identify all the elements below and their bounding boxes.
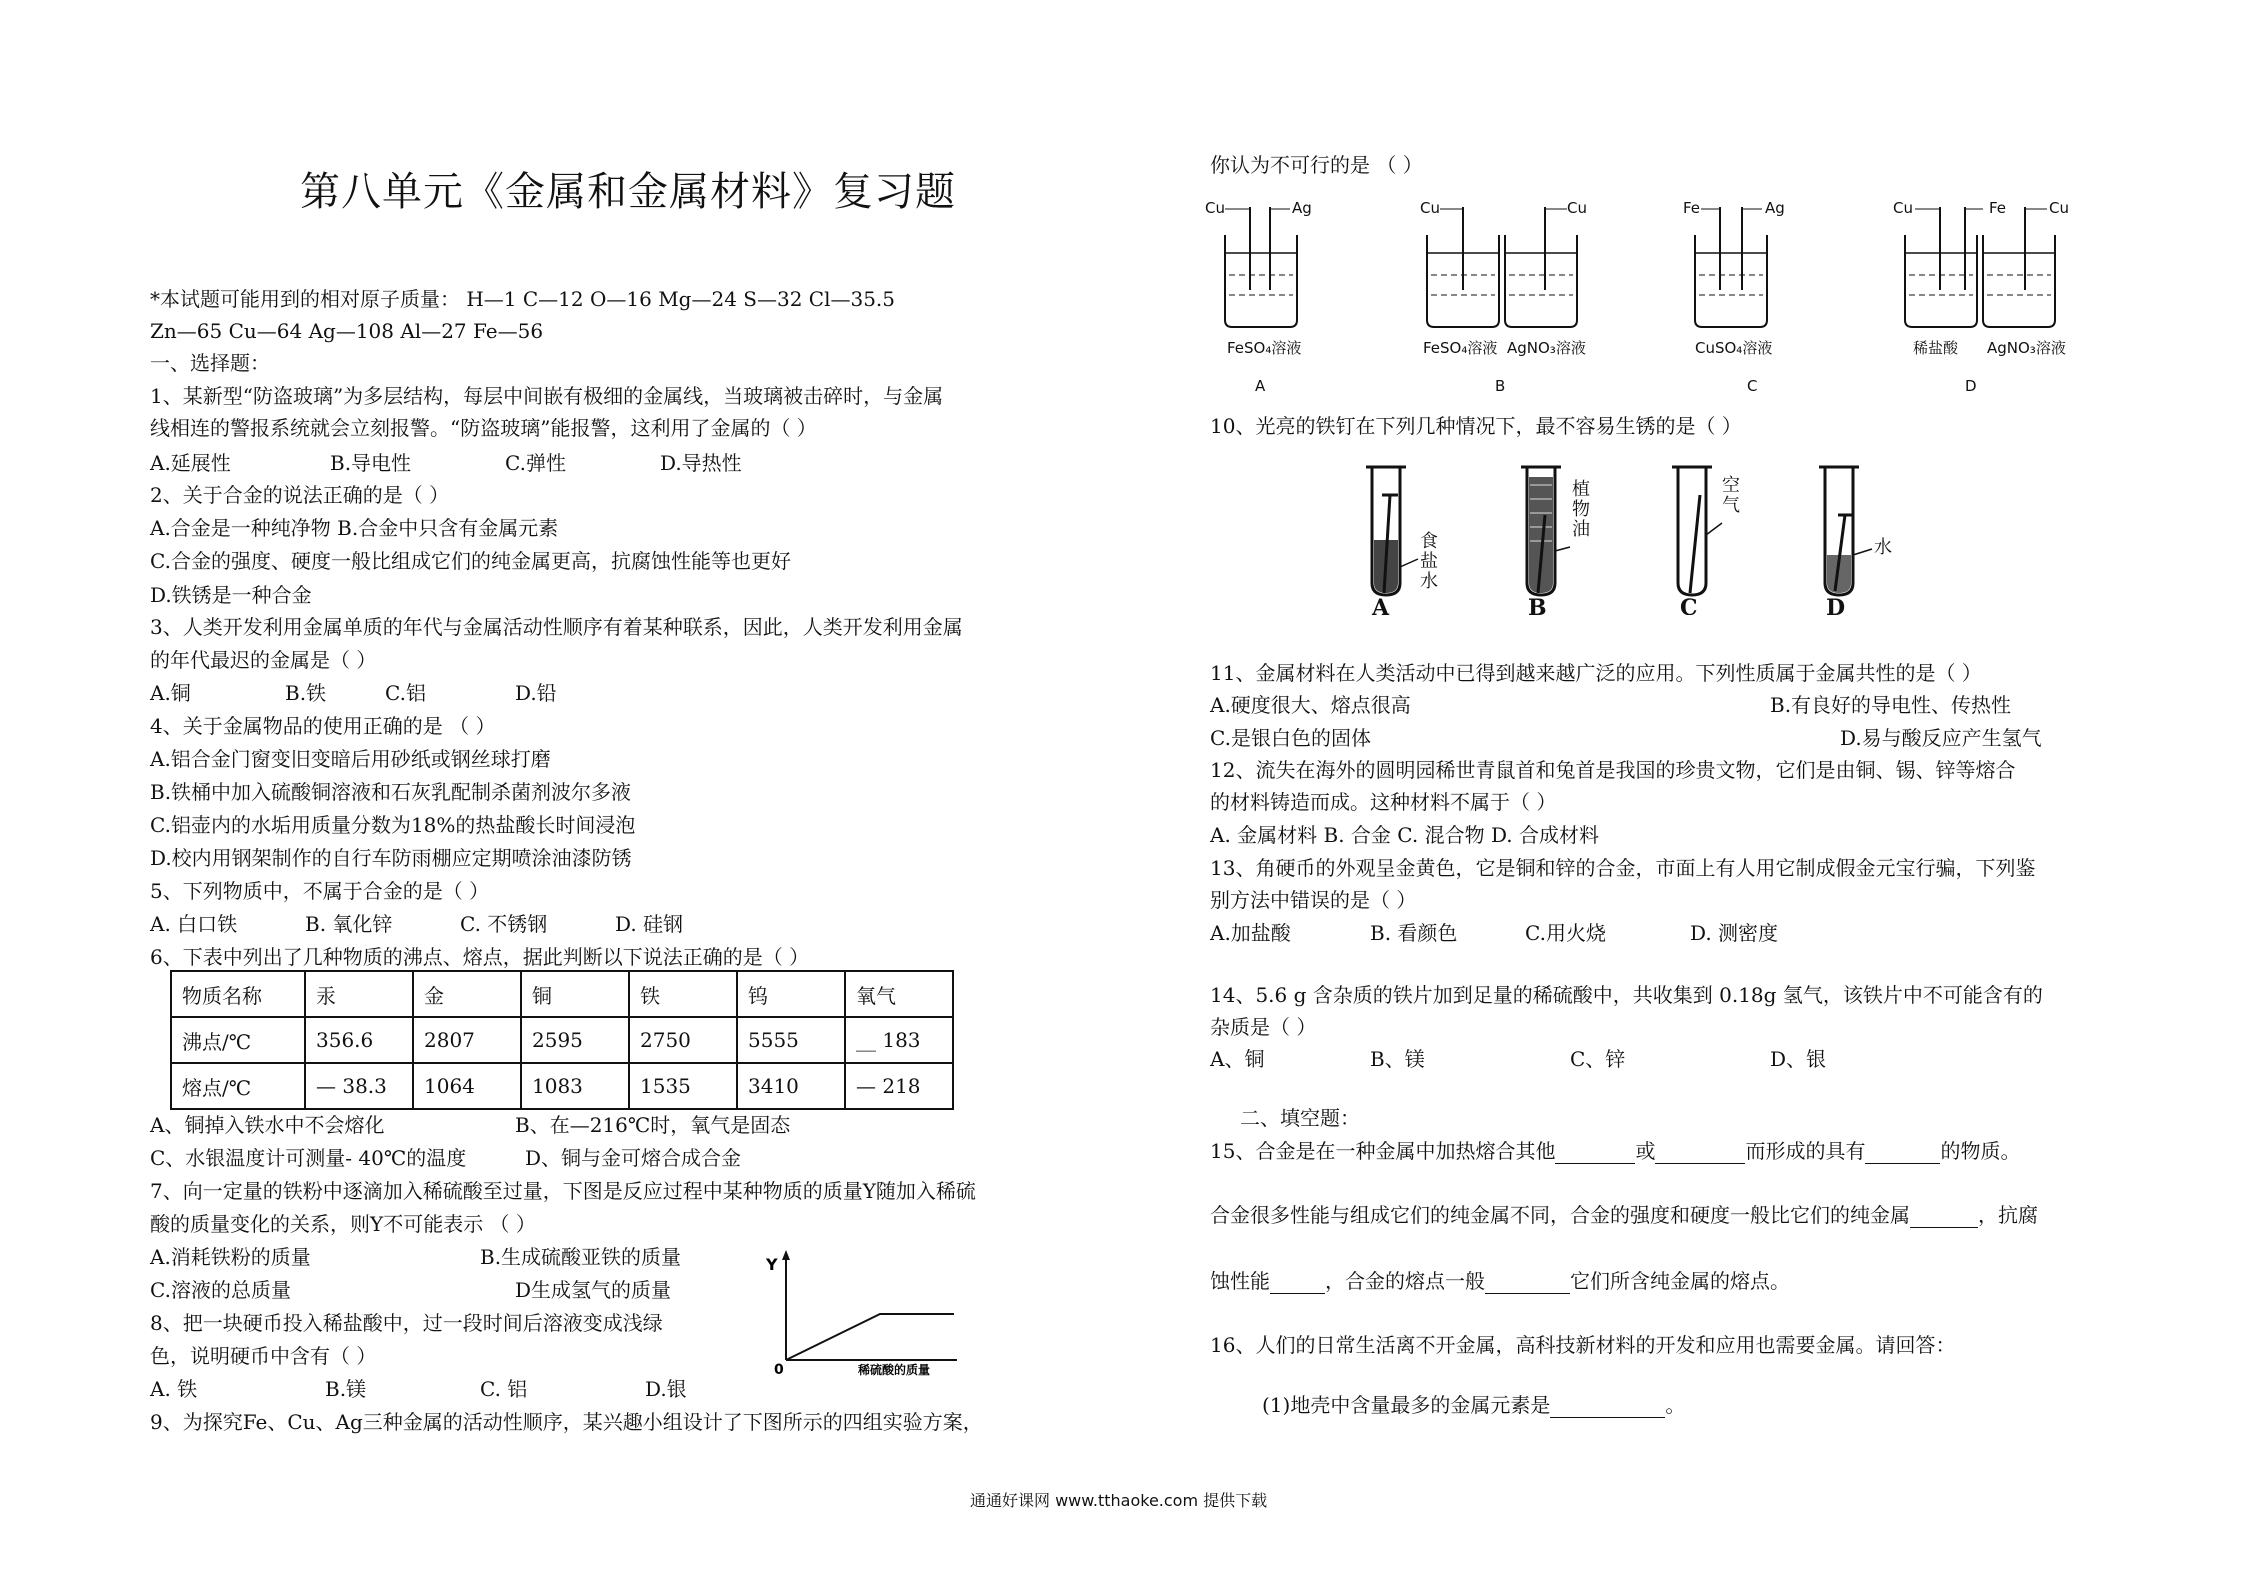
q15-line-3 bbox=[1210, 1268, 1790, 1294]
q15-text: ，抗腐 bbox=[1978, 1203, 2038, 1227]
q6-property-table bbox=[170, 970, 954, 1110]
answer-blank[interactable] bbox=[1485, 1273, 1570, 1294]
q8-option-c: C. 铝 bbox=[480, 1377, 528, 1401]
q14-line-2: 杂质是（ ） bbox=[1210, 1015, 1317, 1039]
graph-origin-label: 0 bbox=[774, 1362, 784, 1376]
q3-option-d: D.铅 bbox=[515, 681, 557, 705]
table-header-cell: 铁 bbox=[629, 971, 737, 1017]
table-cell: 1083 bbox=[521, 1063, 629, 1109]
table-header-cell: 物质名称 bbox=[171, 971, 305, 1017]
q9-experiment-figure bbox=[1205, 195, 2165, 405]
section-heading-choice: 一、选择题： bbox=[150, 351, 270, 375]
q9-line-2: 你认为不可行的是 （ ） bbox=[1210, 153, 1423, 177]
q7-line-1: 7、向一定量的铁粉中逐滴加入稀硫酸至过量，下图是反应过程中某种物质的质量Y随加入稀硫 bbox=[150, 1179, 976, 1203]
option-label: B bbox=[1495, 377, 1506, 395]
metal-label: Cu bbox=[2049, 199, 2069, 217]
q15-line-2 bbox=[1210, 1202, 2038, 1228]
q7-graph bbox=[762, 1248, 962, 1376]
q14-option-b: B、镁 bbox=[1370, 1047, 1425, 1071]
q6-stem: 6、下表中列出了几种物质的沸点、熔点，据此判断以下说法正确的是（ ） bbox=[150, 945, 810, 969]
option-label: D bbox=[1826, 595, 1846, 615]
table-header-cell: 钨 bbox=[737, 971, 845, 1017]
q13-line-2: 别方法中错误的是（ ） bbox=[1210, 888, 1417, 912]
metal-label: Fe bbox=[1683, 199, 1701, 217]
q16-sub-1 bbox=[1262, 1392, 1685, 1418]
q1-option-c: C.弹性 bbox=[505, 451, 566, 475]
q5-option-b: B. 氧化锌 bbox=[305, 912, 393, 936]
answer-blank[interactable] bbox=[1555, 1143, 1635, 1164]
q16-text: (1)地壳中含量最多的金属元素是 bbox=[1262, 1393, 1551, 1417]
q1-option-a: A.延展性 bbox=[150, 451, 231, 475]
q14-option-d: D、银 bbox=[1770, 1047, 1827, 1071]
q9-line-1: 9、为探究Fe、Cu、Ag三种金属的活动性顺序，某兴趣小组设计了下图所示的四组实验方案， bbox=[150, 1410, 983, 1434]
table-row bbox=[171, 971, 953, 1017]
q5-option-d: D. 硅钢 bbox=[615, 912, 684, 936]
metal-label: Cu bbox=[1205, 199, 1225, 217]
q16-text: 。 bbox=[1665, 1393, 1686, 1417]
option-label: C bbox=[1680, 595, 1698, 615]
option-label: D bbox=[1965, 377, 1977, 395]
footer-source: 通通好课网 www.tthaoke.com 提供下载 bbox=[970, 1491, 1268, 1510]
q3-option-c: C.铝 bbox=[385, 681, 426, 705]
q11-option-a: A.硬度很大、熔点很高 bbox=[1210, 693, 1411, 717]
q4-option-c: C.铝壶内的水垢用质量分数为18%的热盐酸长时间浸泡 bbox=[150, 813, 636, 837]
tube-d bbox=[1819, 467, 1892, 615]
table-row bbox=[171, 1017, 953, 1063]
metal-label: Cu bbox=[1567, 199, 1587, 217]
option-label: A bbox=[1255, 377, 1266, 395]
option-label: C bbox=[1747, 377, 1758, 395]
table-header-cell: 金 bbox=[413, 971, 521, 1017]
q10-stem: 10、光亮的铁钉在下列几种情况下，最不容易生锈的是（ ） bbox=[1210, 414, 1742, 438]
q3-option-b: B.铁 bbox=[285, 681, 327, 705]
q6-option-b: B、在—216℃时，氧气是固态 bbox=[515, 1113, 791, 1137]
tube-c bbox=[1672, 467, 1740, 615]
option-label: A bbox=[1372, 595, 1390, 615]
q11-option-b: B.有良好的导电性、传热性 bbox=[1770, 693, 2012, 717]
table-cell: — 218 bbox=[845, 1063, 953, 1109]
q5-stem: 5、下列物质中，不属于合金的是（ ） bbox=[150, 879, 490, 903]
answer-blank[interactable] bbox=[1910, 1207, 1978, 1228]
q15-text: 而形成的具有 bbox=[1745, 1139, 1866, 1163]
q13-option-c: C.用火烧 bbox=[1525, 921, 1606, 945]
q7-option-a: A.消耗铁粉的质量 bbox=[150, 1245, 311, 1269]
q12-line-1: 12、流失在海外的圆明园稀世青鼠首和兔首是我国的珍贵文物，它们是由铜、锡、锌等熔合 bbox=[1210, 758, 2016, 782]
metal-label: Cu bbox=[1893, 199, 1913, 217]
beaker-group-d bbox=[1893, 199, 2069, 395]
table-cell: 1535 bbox=[629, 1063, 737, 1109]
table-header-cell: 汞 bbox=[305, 971, 413, 1017]
q15-text: 的物质。 bbox=[1940, 1139, 2021, 1163]
q13-line-1: 13、角硬币的外观呈金黄色，它是铜和锌的合金，市面上有人用它制成假金元宝行骗，下列鉴 bbox=[1210, 856, 2036, 880]
table-cell: 熔点/℃ bbox=[171, 1063, 305, 1109]
atomic-mass-line-2: Zn—65 Cu—64 Ag—108 Al—27 Fe—56 bbox=[150, 319, 544, 343]
answer-blank[interactable] bbox=[1270, 1273, 1325, 1294]
q15-text: 它们所含纯金属的熔点。 bbox=[1570, 1269, 1790, 1293]
graph-y-label: Y bbox=[766, 1255, 778, 1274]
solution-label: FeSO₄溶液 bbox=[1227, 339, 1302, 357]
table-cell: 3410 bbox=[737, 1063, 845, 1109]
table-cell: — 38.3 bbox=[305, 1063, 413, 1109]
answer-blank[interactable] bbox=[1655, 1143, 1745, 1164]
q1-line-1: 1、某新型“防盗玻璃”为多层结构，每层中间嵌有极细的金属线，当玻璃被击碎时，与金属 bbox=[150, 384, 944, 408]
q2-option-c: C.合金的强度、硬度一般比组成它们的纯金属更高，抗腐蚀性能等也更好 bbox=[150, 549, 791, 573]
q4-option-a: A.铝合金门窗变旧变暗后用砂纸或钢丝球打磨 bbox=[150, 747, 551, 771]
q3-line-1: 3、人类开发利用金属单质的年代与金属活动性顺序有着某种联系，因此，人类开发利用金属 bbox=[150, 615, 963, 639]
q8-option-a: A. 铁 bbox=[150, 1377, 198, 1401]
q15-text: 合金很多性能与组成它们的纯金属不同，合金的强度和硬度一般比它们的纯金属 bbox=[1210, 1203, 1910, 1227]
atomic-mass-line-1: *本试题可能用到的相对原子质量： H—1 C—12 O—16 Mg—24 S—32 Cl—35.5 bbox=[150, 287, 896, 311]
q15-text: ，合金的熔点一般 bbox=[1325, 1269, 1485, 1293]
solution-label: AgNO₃溶液 bbox=[1507, 339, 1586, 357]
q4-option-d: D.校内用钢架制作的自行车防雨棚应定期喷涂油漆防锈 bbox=[150, 846, 632, 870]
tube-b bbox=[1521, 467, 1590, 615]
table-cell: 356.6 bbox=[305, 1017, 413, 1063]
section-heading-fill: 二、填空题： bbox=[1240, 1106, 1360, 1130]
table-row bbox=[171, 1063, 953, 1109]
beaker-group-b bbox=[1420, 199, 1587, 395]
q7-option-d: D生成氢气的质量 bbox=[515, 1278, 672, 1302]
q1-line-2: 线相连的警报系统就会立刻报警。“防盗玻璃”能报警，这利用了金属的（ ） bbox=[150, 416, 817, 440]
q5-option-a: A. 白口铁 bbox=[150, 912, 238, 936]
q7-option-c: C.溶液的总质量 bbox=[150, 1278, 291, 1302]
answer-blank[interactable] bbox=[1865, 1143, 1940, 1164]
tube-label: 植物油 bbox=[1572, 479, 1590, 540]
q1-option-d: D.导热性 bbox=[660, 451, 742, 475]
tube-a bbox=[1366, 467, 1438, 615]
q11-option-c: C.是银白色的固体 bbox=[1210, 726, 1371, 750]
metal-label: Cu bbox=[1420, 199, 1440, 217]
tube-label: 食盐水 bbox=[1420, 531, 1438, 592]
q7-option-b: B.生成硫酸亚铁的质量 bbox=[480, 1245, 682, 1269]
table-cell: 沸点/℃ bbox=[171, 1017, 305, 1063]
q12-options: A. 金属材料 B. 合金 C. 混合物 D. 合成材料 bbox=[1210, 823, 1599, 847]
table-cell: 2595 bbox=[521, 1017, 629, 1063]
q8-line-1: 8、把一块硬币投入稀盐酸中，过一段时间后溶液变成浅绿 bbox=[150, 1311, 663, 1335]
q3-line-2: 的年代最迟的金属是（ ） bbox=[150, 648, 377, 672]
table-header-cell: 铜 bbox=[521, 971, 629, 1017]
q2-options-ab: A.合金是一种纯净物 B.合金中只含有金属元素 bbox=[150, 516, 559, 540]
q16-stem: 16、人们的日常生活离不开金属，高科技新材料的开发和应用也需要金属。请回答： bbox=[1210, 1333, 1956, 1357]
q13-option-d: D. 测密度 bbox=[1690, 921, 1779, 945]
metal-label: Fe bbox=[1989, 199, 2007, 217]
q7-line-2: 酸的质量变化的关系，则Y不可能表示 （ ） bbox=[150, 1212, 536, 1236]
tube-label: 水 bbox=[1874, 537, 1892, 558]
table-cell: 2750 bbox=[629, 1017, 737, 1063]
q3-option-a: A.铜 bbox=[150, 681, 191, 705]
q14-option-c: C、锌 bbox=[1570, 1047, 1626, 1071]
option-label: B bbox=[1528, 595, 1547, 615]
beaker-group-a bbox=[1205, 199, 1312, 395]
q15-text: 蚀性能 bbox=[1210, 1269, 1270, 1293]
q10-test-tubes-figure bbox=[1360, 455, 1920, 615]
metal-label: Ag bbox=[1292, 199, 1312, 217]
q15-text: 或 bbox=[1635, 1139, 1656, 1163]
beaker-group-c bbox=[1683, 199, 1785, 395]
table-header-cell: 氧气 bbox=[845, 971, 953, 1017]
q2-option-d: D.铁锈是一种合金 bbox=[150, 583, 312, 607]
table-cell: 5555 bbox=[737, 1017, 845, 1063]
metal-label: Ag bbox=[1765, 199, 1785, 217]
q14-line-1: 14、5.6 g 含杂质的铁片加到足量的稀硫酸中，共收集到 0.18g 氢气，该铁片中不可能含有的 bbox=[1210, 983, 2043, 1007]
q4-option-b: B.铁桶中加入硫酸铜溶液和石灰乳配制杀菌剂波尔多液 bbox=[150, 780, 632, 804]
q6-option-c: C、水银温度计可测量- 40℃的温度 bbox=[150, 1146, 467, 1170]
q8-line-2: 色，说明硬币中含有（ ） bbox=[150, 1344, 377, 1368]
solution-label: CuSO₄溶液 bbox=[1695, 339, 1773, 357]
table-cell: 2807 bbox=[413, 1017, 521, 1063]
q6-option-d: D、铜与金可熔合成合金 bbox=[525, 1146, 742, 1170]
q4-stem: 4、关于金属物品的使用正确的是 （ ） bbox=[150, 714, 496, 738]
table-cell: __ 183 bbox=[845, 1017, 953, 1063]
graph-x-label: 稀硫酸的质量 bbox=[858, 1363, 931, 1376]
exam-title: 第八单元《金属和金属材料》复习题 bbox=[300, 169, 956, 215]
tube-label: 空气 bbox=[1722, 475, 1740, 516]
answer-blank[interactable] bbox=[1550, 1397, 1665, 1418]
solution-label: 稀盐酸 bbox=[1913, 339, 1959, 357]
q15-text: 15、合金是在一种金属中加热熔合其他 bbox=[1210, 1139, 1556, 1163]
q13-option-a: A.加盐酸 bbox=[1210, 921, 1291, 945]
q2-stem: 2、关于合金的说法正确的是（ ） bbox=[150, 483, 450, 507]
q13-option-b: B. 看颜色 bbox=[1370, 921, 1458, 945]
q15-line-1 bbox=[1210, 1138, 2020, 1164]
q8-option-b: B.镁 bbox=[325, 1377, 367, 1401]
q5-option-c: C. 不锈钢 bbox=[460, 912, 548, 936]
table-cell: 1064 bbox=[413, 1063, 521, 1109]
q11-option-d: D.易与酸反应产生氢气 bbox=[1840, 726, 2042, 750]
q12-line-2: 的材料铸造而成。这种材料不属于（ ） bbox=[1210, 790, 1557, 814]
q14-option-a: A、铜 bbox=[1210, 1047, 1265, 1071]
solution-label: AgNO₃溶液 bbox=[1987, 339, 2066, 357]
q11-stem: 11、金属材料在人类活动中已得到越来越广泛的应用。下列性质属于金属共性的是（ ） bbox=[1210, 661, 1982, 685]
q8-option-d: D.银 bbox=[645, 1377, 687, 1401]
q1-option-b: B.导电性 bbox=[330, 451, 412, 475]
solution-label: FeSO₄溶液 bbox=[1423, 339, 1498, 357]
q6-option-a: A、铜掉入铁水中不会熔化 bbox=[150, 1113, 385, 1137]
